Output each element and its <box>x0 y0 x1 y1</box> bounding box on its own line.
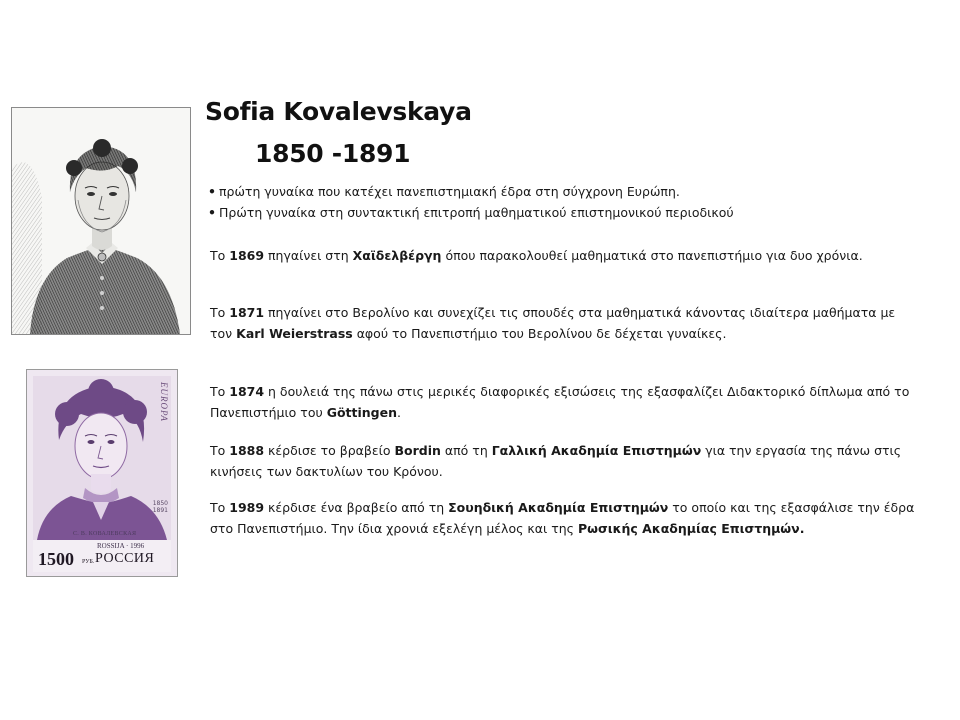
academy-name: Γαλλική Ακαδημία Επιστημών <box>491 443 702 458</box>
paragraph-1888 <box>210 440 915 482</box>
prize-name: Bordin <box>394 443 441 458</box>
text: Το <box>210 443 230 458</box>
academy-name: Σουηδική Ακαδημία Επιστημών <box>448 500 669 515</box>
bullet-marker: • <box>208 184 216 199</box>
text: . <box>397 405 401 420</box>
bullet-text: Πρώτη γυναίκα στη συντακτική επιτροπή μαθηματικού επιστημονικού περιοδικού <box>219 205 734 220</box>
paragraph-1869 <box>210 245 915 266</box>
year: 1869 <box>229 248 265 263</box>
stamp-europa-text: EUROPA <box>159 382 169 422</box>
bullet-item <box>208 202 734 223</box>
bullet-list <box>208 181 734 223</box>
stamp-rossija-text: ROSSIJA · 1996 <box>97 542 145 550</box>
stamp-caption: С. В. КОВАЛЕВСКАЯ <box>73 531 137 537</box>
text: η δουλειά της πάνω στις μερικές διαφορικές εξισώσεις της εξασφαλίζει Διδακτορικό δίπλωμα από το Πανεπιστήμιο του <box>210 384 910 420</box>
portrait-engraving-icon <box>12 108 190 334</box>
stamp-years <box>153 500 168 514</box>
text: το οποίο και της εξασφάλισε την έδρα στο Πανεπιστήμιο. Την ίδια χρονιά εξελέγη μέλος και της <box>210 500 915 536</box>
place-name: Göttingen <box>326 405 397 420</box>
stamp-country: РОССИЯ <box>95 551 155 566</box>
slide-title: Sofia Kovalevskaya <box>205 97 472 126</box>
academy-name: Ρωσικής Ακαδημίας Επιστημών. <box>577 521 805 536</box>
stamp-year-death: 1891 <box>152 507 168 514</box>
year: 1874 <box>229 384 265 399</box>
text: πηγαίνει στη <box>264 248 353 263</box>
life-dates: 1850 -1891 <box>255 139 411 168</box>
paragraph-1874 <box>210 381 915 423</box>
bullet-item <box>208 181 734 202</box>
text: Το <box>210 384 230 399</box>
text: Το <box>210 248 230 263</box>
paragraph-1871 <box>210 302 915 344</box>
bullet-text: πρώτη γυναίκα που κατέχει πανεπιστημιακή έδρα στη σύγχρονη Ευρώπη. <box>219 184 680 199</box>
person-name: Karl Weierstrass <box>236 326 353 341</box>
stamp-image <box>26 369 178 577</box>
year: 1989 <box>229 500 265 515</box>
bullet-marker: • <box>208 205 216 220</box>
stamp-value: 1500 <box>38 549 74 569</box>
place-name: Χαϊδελβέργη <box>352 248 442 263</box>
text: κέρδισε ένα βραβείο από τη <box>264 500 449 515</box>
text: κέρδισε το βραβείο <box>264 443 395 458</box>
stamp-year-birth: 1850 <box>152 500 168 507</box>
paragraph-1989 <box>210 497 915 539</box>
text: για την εργασία της πάνω στις κινήσεις των δακτυλίων του Κρόνου. <box>210 443 902 479</box>
text: Το <box>210 500 230 515</box>
portrait-image <box>11 107 191 335</box>
text: πηγαίνει στο Βερολίνο και συνεχίζει τις σπουδές στα μαθηματικά κάνοντας ιδιαίτερα μαθήματα με τον <box>210 305 896 341</box>
year: 1871 <box>229 305 265 320</box>
year: 1888 <box>229 443 265 458</box>
text: όπου παρακολουθεί μαθηματικά στο πανεπιστήμιο για δυο χρόνια. <box>441 248 863 263</box>
text: Το <box>210 305 230 320</box>
text: αφού το Πανεπιστήμιο του Βερολίνου δε δέχεται γυναίκες. <box>352 326 727 341</box>
stamp-unit: РУБ. <box>82 559 95 565</box>
text: από τη <box>440 443 492 458</box>
